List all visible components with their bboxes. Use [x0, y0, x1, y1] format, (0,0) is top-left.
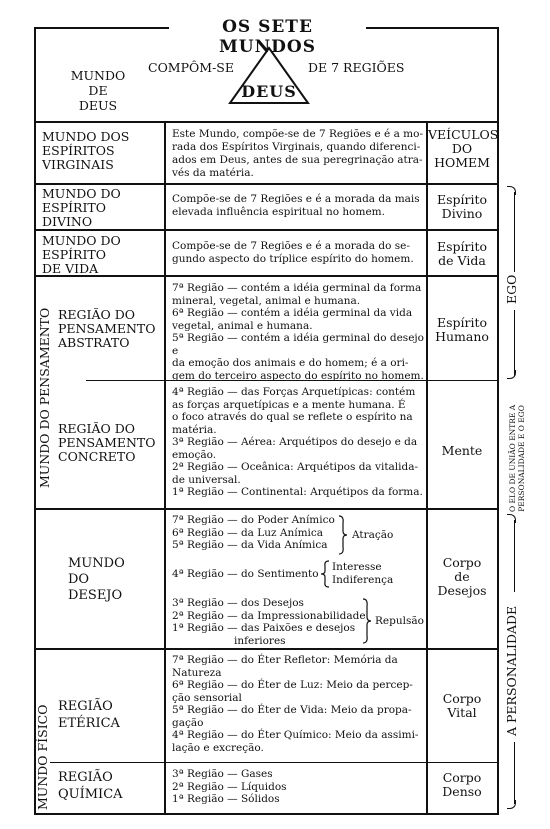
vehicle-corpo-denso: Corpo Denso	[442, 770, 482, 799]
regiao-pensamento-concreto-text: 4ª Região — das Forças Arquetípicas: contém as forças arquetípicas e a mente humana. É o foco através do qual se reflete o espírito na matéria. 3ª Região — Aérea: Arquétipos do desejo e da emoção. 2ª Região — Oceânica: Arquétipos da vitalida- de universal. 1ª Região — Continental: Arquétipos da forma.	[172, 386, 423, 498]
mundo-espirito-divino-text: Compõe-se de 7 Regiões e é a morada da mais elevada influência espiritual no homem.	[172, 193, 420, 218]
sep-desejo	[34, 648, 499, 650]
mundo-espirito-divino-name: MUNDO DO ESPÍRITO DIVINO	[42, 186, 121, 229]
regiao-pensamento-abstrato-text: 7ª Região — contém a idéia germinal da forma mineral, vegetal, animal e humana. 6ª Região — contém a idéia germinal da vida vegetal, animal e humana. 5ª Região — contém a idéia germinal do desejo e da emoção dos animais e do homem; é a ori- gem do terceiro aspecto do espírito no homem.	[172, 282, 424, 382]
interesse-indiferenca-label: Interesse Indiferença	[332, 561, 394, 586]
vehicle-mente: Mente	[441, 443, 483, 458]
regiao-pensamento-concreto-name: REGIÃO DO PENSAMENTO CONCRETO	[58, 421, 156, 464]
frame-bottom	[34, 813, 499, 815]
mundo-fisico-label: MUNDO FÍSICO	[35, 704, 50, 810]
ego-bracket-line-upper	[514, 192, 515, 272]
brace-repulsao-icon	[362, 598, 372, 644]
regiao-pensamento-abstrato-name: REGIÃO DO PENSAMENTO ABSTRATO	[58, 307, 156, 350]
vehicle-espirito-divino: Espírito Divino	[436, 192, 488, 221]
desejo-regions-repulsao: 3ª Região — dos Desejos 2ª Região — da Impressionabilidade 1ª Região — das Paixões e desejos inferiores	[172, 597, 366, 647]
personalidade-bracket-line-upper	[514, 520, 515, 592]
regiao-eterica-text: 7ª Região — do Éter Refletor: Memória da Natureza 6ª Região — do Éter de Luz: Meio da percep- ção sensorial 5ª Região — do Éter de Vida: Meio da propa- gação 4ª Região — do Éter Químico: Meio da assimi- lação e excreção.	[172, 654, 419, 754]
deus-label: DEUS	[241, 82, 297, 101]
ego-bracket-line-lower	[514, 310, 515, 376]
ego-label: EGO	[504, 274, 519, 304]
de-7-regioes-label: DE 7 REGIÕES	[308, 60, 405, 75]
brace-interesse-icon	[320, 560, 330, 588]
personalidade-bracket-bottom	[507, 800, 516, 809]
mundo-de-deus-label: MUNDO DE DEUS	[70, 68, 126, 113]
vehicle-corpo-vital: Corpo Vital	[442, 691, 482, 720]
brace-atracao-icon	[338, 515, 348, 555]
vehicle-espirito-humano: Espírito Humano	[435, 315, 489, 344]
regiao-quimica-text: 3ª Região — Gases 2ª Região — Líquidos 1ª Região — Sólidos	[172, 768, 287, 805]
sep-header	[34, 121, 499, 123]
sep-divino	[34, 229, 499, 231]
vehicle-corpo-de-desejos: Corpo de Desejos	[437, 555, 487, 598]
sep-pensamento	[34, 508, 499, 510]
vehicle-espirito-de-vida: Espírito de Vida	[436, 239, 488, 268]
elo-de-uniao-label: O ELO DE UNIÃO ENTRE A PERSONALIDADE E O EGO	[508, 404, 526, 512]
sep-eterica	[50, 762, 499, 763]
personalidade-bracket-line-lower	[514, 742, 515, 804]
mundo-espiritos-virginais-text: Este Mundo, compõe-se de 7 Regiões e é a mo- rada dos Espíritos Virginais, quando diferenci- ados em Deus, antes de sua peregrinação atra- vés da matéria.	[172, 128, 424, 179]
desejo-regions-atracao: 7ª Região — do Poder Anímico 6ª Região — da Luz Anímica 5ª Região — da Vida Anímica	[172, 514, 335, 551]
frame-right	[497, 27, 499, 814]
desejo-region-4: 4ª Região — do Sentimento	[172, 568, 319, 580]
regiao-quimica-name: REGIÃO QUÍMICA	[58, 770, 123, 802]
mundo-do-pensamento-label: MUNDO DO PENSAMENTO	[37, 307, 52, 488]
frame-left	[34, 27, 36, 814]
repulsao-label: Repulsão	[375, 615, 424, 627]
compom-se-label: COMPÔM-SE	[148, 60, 234, 75]
regiao-eterica-name: REGIÃO ETÉRICA	[58, 699, 120, 731]
sep-virginais	[34, 183, 499, 185]
mundo-espirito-de-vida-text: Compõe-se de 7 Regiões e é a morada do se- gundo aspecto do tríplice espírito do homem.	[172, 240, 414, 265]
page-title: OS SETE MUNDOS	[169, 17, 366, 57]
atracao-label: Atração	[352, 529, 394, 541]
col-sep-1	[164, 121, 166, 814]
a-personalidade-label: A PERSONALIDADE	[504, 605, 519, 736]
frame-top-right	[358, 27, 498, 29]
mundo-espiritos-virginais-name: MUNDO DOS ESPÍRITOS VIRGINAIS	[42, 129, 130, 172]
mundo-do-desejo-name: MUNDO DO DESEJO	[68, 556, 125, 603]
ego-bracket-bottom	[507, 370, 516, 379]
mundo-espirito-de-vida-name: MUNDO DO ESPÍRITO DE VIDA	[42, 233, 121, 276]
frame-top-left	[34, 27, 169, 29]
veiculos-do-homem-header: VEÍCULOS DO HOMEM	[428, 127, 499, 170]
